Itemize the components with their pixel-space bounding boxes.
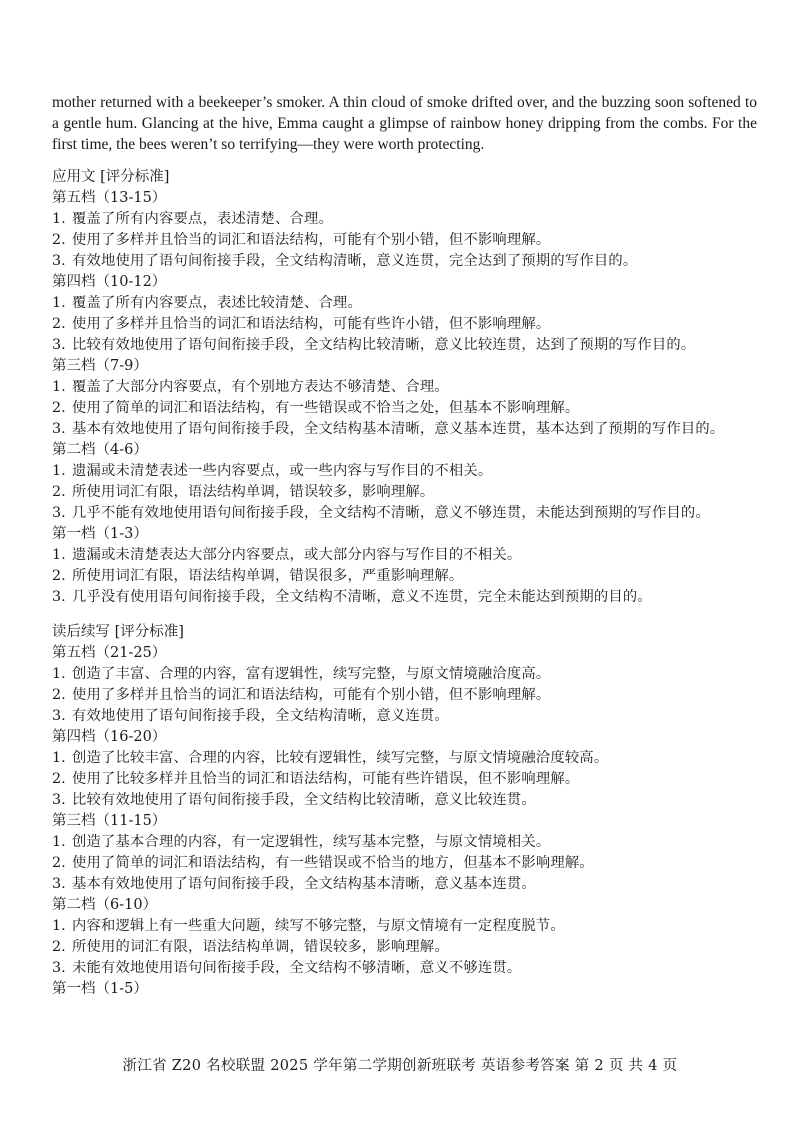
criteria-number: 1. — [52, 834, 66, 850]
criteria-number: 3. — [52, 337, 66, 353]
criteria-number: 3. — [52, 960, 66, 976]
criteria-list — [52, 293, 757, 356]
criteria-item — [52, 769, 757, 790]
criteria-number: 2. — [52, 232, 66, 248]
criteria-item — [52, 461, 757, 482]
criteria-item — [52, 664, 757, 685]
criteria-number: 1. — [52, 918, 66, 934]
page-footer: 浙江省 Z20 名校联盟 2025 学年第二学期创新班联考 英语参考答案 第 2 页 共 4 页 — [122, 1058, 678, 1074]
criteria-item — [52, 314, 757, 335]
criteria-item — [52, 566, 757, 587]
score-band-title: 第三档（7-9） — [52, 358, 148, 374]
criteria-item — [52, 937, 757, 958]
criteria-item — [52, 832, 757, 853]
criteria-text: 创造了比较丰富、合理的内容，比较有逻辑性，续写完整，与原文情境融洽度较高。 — [72, 750, 609, 766]
document-page — [52, 92, 757, 1014]
criteria-text: 使用了多样并且恰当的词汇和语法结构，可能有个别小错，但不影响理解。 — [72, 232, 551, 248]
criteria-number: 2. — [52, 316, 66, 332]
criteria-text: 使用了比较多样并且恰当的词汇和语法结构，可能有些许错误，但不影响理解。 — [72, 771, 580, 787]
score-band-title: 第一档（1-3） — [52, 526, 148, 542]
criteria-number: 1. — [52, 750, 66, 766]
criteria-number: 1. — [52, 463, 66, 479]
criteria-text: 基本有效地使用了语句间衔接手段，全文结构基本清晰，意义基本连贯。 — [72, 876, 536, 892]
criteria-item — [52, 398, 757, 419]
criteria-list — [52, 916, 757, 979]
criteria-item — [52, 293, 757, 314]
score-band-title: 第四档（10-12） — [52, 274, 167, 290]
criteria-number: 3. — [52, 253, 66, 269]
criteria-list — [52, 748, 757, 811]
criteria-text: 比较有效地使用了语句间衔接手段，全文结构比较清晰，意义比较连贯，达到了预期的写作目的。 — [72, 337, 696, 353]
criteria-list — [52, 832, 757, 895]
criteria-item — [52, 377, 757, 398]
criteria-text: 有效地使用了语句间衔接手段，全文结构清晰，意义连贯。 — [72, 708, 449, 724]
criteria-text: 遗漏或未清楚表达大部分内容要点，或大部分内容与写作目的不相关。 — [72, 547, 522, 563]
criteria-list — [52, 377, 757, 440]
criteria-number: 3. — [52, 792, 66, 808]
criteria-text: 创造了基本合理的内容，有一定逻辑性，续写基本完整，与原文情境相关。 — [72, 834, 551, 850]
criteria-number: 1. — [52, 666, 66, 682]
score-band-title: 第一档（1-5） — [52, 981, 148, 997]
section-title: 读后续写 [评分标准] — [52, 624, 184, 640]
criteria-number: 2. — [52, 939, 66, 955]
criteria-item — [52, 874, 757, 895]
criteria-item — [52, 545, 757, 566]
score-band-title: 第二档（6-10） — [52, 897, 158, 913]
criteria-number: 1. — [52, 547, 66, 563]
score-band-title: 第二档（4-6） — [52, 442, 148, 458]
criteria-number: 2. — [52, 771, 66, 787]
section-title: 应用文 [评分标准] — [52, 169, 170, 185]
story-continuation-paragraph: mother returned with a beekeeper’s smoker. A thin cloud of smoke drifted over, and the buzzing soon softened to a gentle hum. Glancing at the hive, Emma caught a glimpse of rainbow honey dripping from the combs. For the first time, the bees weren’t so terrifying—they were worth protecting. — [52, 94, 757, 153]
criteria-number: 3. — [52, 589, 66, 605]
criteria-list — [52, 664, 757, 727]
criteria-number: 2. — [52, 568, 66, 584]
criteria-item — [52, 853, 757, 874]
criteria-number: 3. — [52, 505, 66, 521]
criteria-text: 几乎没有使用语句间衔接手段，全文结构不清晰，意义不连贯，完全未能达到预期的目的。 — [72, 589, 652, 605]
criteria-text: 内容和逻辑上有一些重大问题，续写不够完整，与原文情境有一定程度脱节。 — [72, 918, 565, 934]
criteria-text: 比较有效地使用了语句间衔接手段，全文结构比较清晰，意义比较连贯。 — [72, 792, 536, 808]
rubric-sections — [52, 167, 757, 1000]
criteria-text: 覆盖了所有内容要点，表述清楚、合理。 — [72, 211, 333, 227]
criteria-number: 2. — [52, 687, 66, 703]
rubric-section — [52, 622, 757, 1000]
criteria-number: 1. — [52, 295, 66, 311]
criteria-text: 使用了简单的词汇和语法结构，有一些错误或不恰当的地方，但基本不影响理解。 — [72, 855, 594, 871]
criteria-number: 1. — [52, 211, 66, 227]
score-band-title: 第三档（11-15） — [52, 813, 167, 829]
criteria-number: 3. — [52, 876, 66, 892]
criteria-item — [52, 251, 757, 272]
criteria-item — [52, 706, 757, 727]
criteria-text: 遗漏或未清楚表述一些内容要点，或一些内容与写作目的不相关。 — [72, 463, 493, 479]
criteria-number: 3. — [52, 421, 66, 437]
criteria-item — [52, 482, 757, 503]
criteria-list — [52, 545, 757, 608]
criteria-item — [52, 587, 757, 608]
criteria-text: 创造了丰富、合理的内容，富有逻辑性，续写完整，与原文情境融洽度高。 — [72, 666, 551, 682]
criteria-text: 使用了多样并且恰当的词汇和语法结构，可能有个别小错，但不影响理解。 — [72, 687, 551, 703]
criteria-text: 未能有效地使用语句间衔接手段，全文结构不够清晰，意义不够连贯。 — [72, 960, 522, 976]
criteria-item — [52, 748, 757, 769]
criteria-text: 所使用词汇有限，语法结构单调，错误较多，影响理解。 — [72, 484, 435, 500]
criteria-number: 1. — [52, 379, 66, 395]
criteria-item — [52, 209, 757, 230]
criteria-item — [52, 503, 757, 524]
criteria-number: 2. — [52, 484, 66, 500]
criteria-text: 使用了多样并且恰当的词汇和语法结构，可能有些许小错，但不影响理解。 — [72, 316, 551, 332]
criteria-number: 2. — [52, 400, 66, 416]
criteria-text: 覆盖了大部分内容要点，有个别地方表达不够清楚、合理。 — [72, 379, 449, 395]
criteria-item — [52, 335, 757, 356]
criteria-item — [52, 916, 757, 937]
score-band-title: 第四档（16-20） — [52, 729, 167, 745]
criteria-text: 所使用词汇有限，语法结构单调，错误很多，严重影响理解。 — [72, 568, 464, 584]
rubric-section — [52, 167, 757, 608]
criteria-text: 几乎不能有效地使用语句间衔接手段，全文结构不清晰，意义不够连贯，未能达到预期的写作目的。 — [72, 505, 710, 521]
criteria-number: 2. — [52, 855, 66, 871]
criteria-text: 所使用的词汇有限，语法结构单调，错误较多，影响理解。 — [72, 939, 449, 955]
criteria-list — [52, 461, 757, 524]
criteria-text: 基本有效地使用了语句间衔接手段，全文结构基本清晰，意义基本连贯，基本达到了预期的写作目的。 — [72, 421, 725, 437]
criteria-item — [52, 230, 757, 251]
criteria-text: 有效地使用了语句间衔接手段，全文结构清晰，意义连贯，完全达到了预期的写作目的。 — [72, 253, 638, 269]
criteria-item — [52, 790, 757, 811]
score-band-title: 第五档（21-25） — [52, 645, 167, 661]
criteria-number: 3. — [52, 708, 66, 724]
criteria-item — [52, 685, 757, 706]
criteria-list — [52, 209, 757, 272]
criteria-text: 覆盖了所有内容要点，表述比较清楚、合理。 — [72, 295, 362, 311]
criteria-text: 使用了简单的词汇和语法结构，有一些错误或不恰当之处，但基本不影响理解。 — [72, 400, 580, 416]
criteria-item — [52, 419, 757, 440]
score-band-title: 第五档（13-15） — [52, 190, 167, 206]
criteria-item — [52, 958, 757, 979]
